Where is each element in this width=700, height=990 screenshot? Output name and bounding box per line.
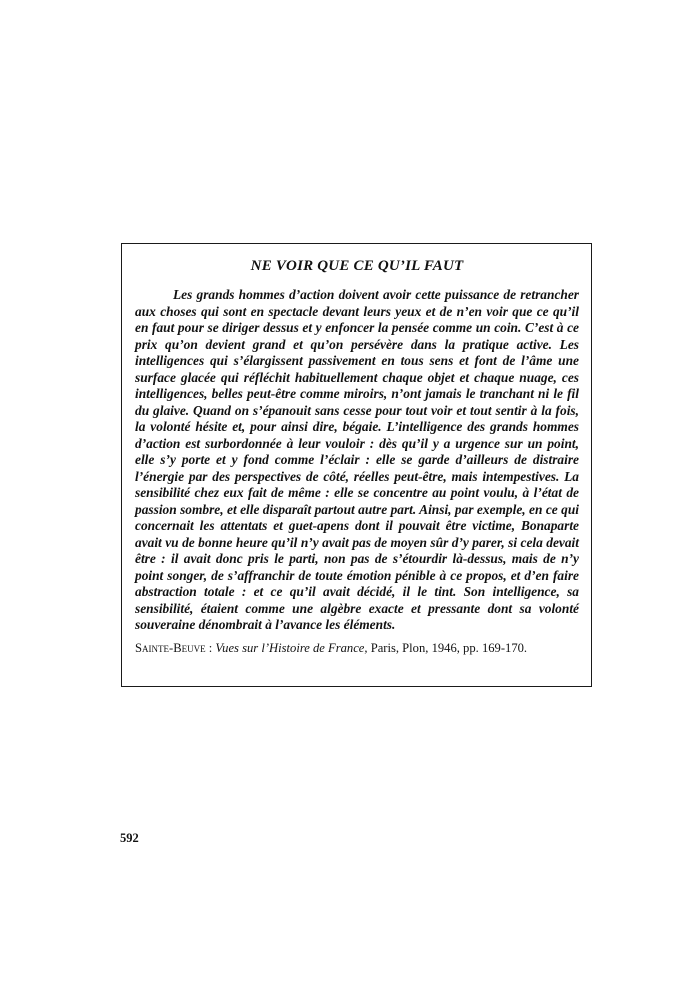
excerpt-citation — [135, 640, 579, 656]
citation-work: Vues sur l’Histoire de France, — [215, 640, 368, 655]
citation-author: Sainte-Beuve — [135, 640, 206, 655]
citation-details: Paris, Plon, 1946, pp. 169-170. — [367, 640, 528, 655]
citation-separator: : — [205, 640, 216, 655]
excerpt-box — [121, 243, 592, 687]
page-number: 592 — [120, 831, 139, 845]
excerpt-title: NE VOIR QUE CE QU’IL FAUT — [250, 258, 464, 274]
excerpt-body: Les grands hommes d’action doivent avoir cette puissance de retrancher aux choses qui sont en spectacle devant leurs yeux et de n’en voir que ce qu’il en faut pour se diriger dessus et y enfoncer la pensée comme un coin. C’est à ce prix qu’on devient grand et qu’on persévère dans la pratique active. Les intelligences qui s’élargissent passivement en tous sens et font de l’âme une surface glacée qui réfléchit habituellement chaque objet et chaque nuage, ces intelligences, belles peut-être comme miroirs, n’ont jamais le tranchant ni le fil du glaive. Quand on s’épanouit sans cesse pour tout voir et tout sentir à la fois, la volonté hésite et, pour ainsi dire, bégaie. L’intelligence des grands hommes d’action est surbordonnée à leur vouloir : dès qu’il y a urgence sur un point, elle s’y porte et y fond comme l’éclair : elle se garde d’ailleurs de distraire l’énergie par des perspectives de côté, réelles peut-être, mais intempestives. La sensibilité chez eux fait de même : elle se concentre au point voulu, à l’état de passion sombre, et elle disparaît partout autre part. Ainsi, par exemple, en ce qui concernait les attentats et guet-apens dont il pouvait être victime, Bonaparte avait vu de bonne heure qu’il n’y avait pas de moyen sûr d’y parer, si cela devait être : il avait donc pris le parti, non pas de s’étourdir là-dessus, mais de n’y point songer, de s’affranchir de toute émotion pénible à ce propos, et d’en faire abstraction totale : et ce qu’il avait décidé, il le tint. Son intelligence, sa sensibilité, étaient comme une algèbre exacte et pressante dont sa volonté souveraine dénombrait à l’avance les éléments. — [135, 287, 579, 632]
